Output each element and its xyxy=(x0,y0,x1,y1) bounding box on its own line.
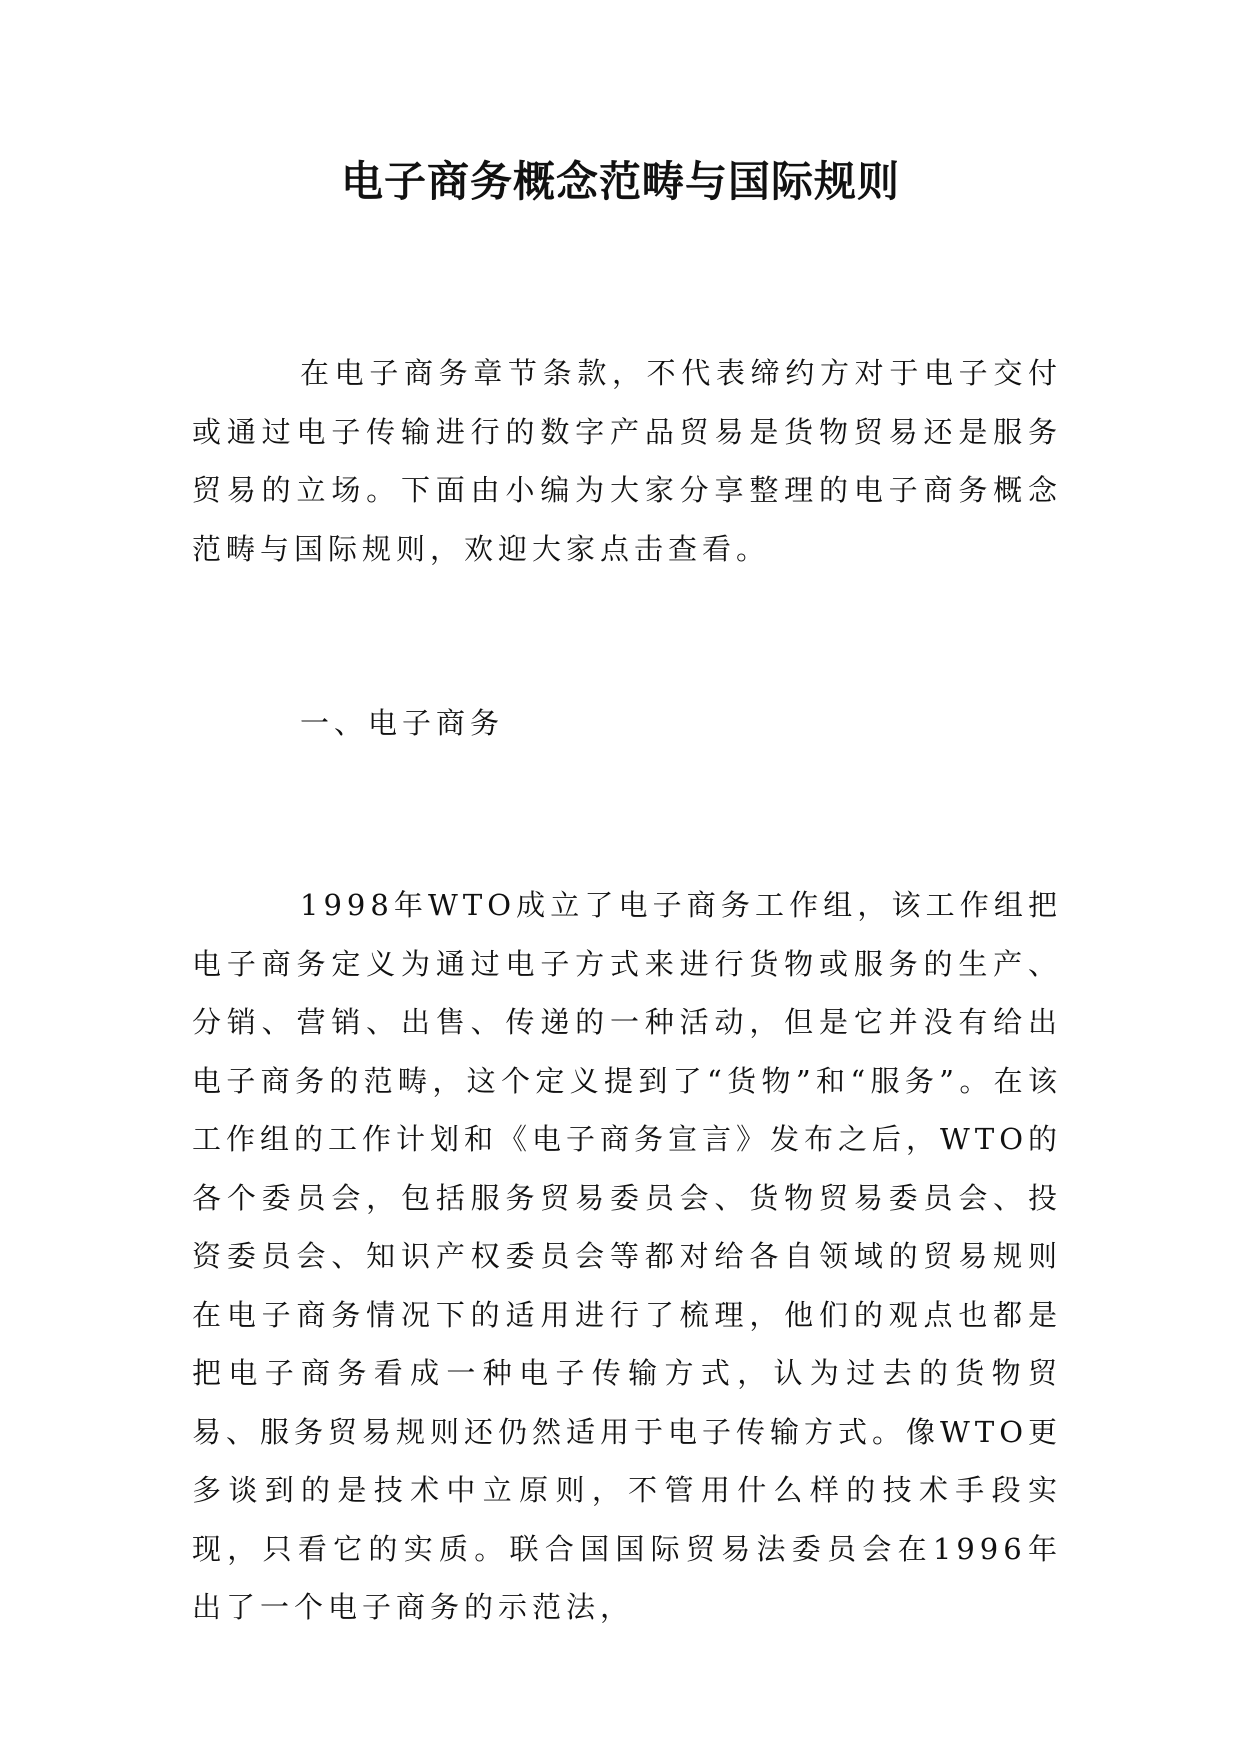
document-title: 电子商务概念范畴与国际规则 xyxy=(340,157,900,206)
section-heading: 一、电子商务 xyxy=(300,706,505,740)
main-paragraph: 1998年WTO成立了电子商务工作组，该工作组把电子商务定义为通过电子方式来进行货物或服务的生产、分销、营销、出售、传递的一种活动，但是它并没有给出电子商务的范畴，这个定义提到了“货物”和“服务”。在该工作组的工作计划和《电子商务宣言》发布之后，WTO的各个委员会，包括服务贸易委员会、货物贸易委员会、投资委员会、知识产权委员会等都对给各自领域的贸易规则在电子商务情况下的适用进行了梳理，他们的观点也都是把电子商务看成一种电子传输方式，认为过去的货物贸易、服务贸易规则还仍然适用于电子传输方式。像WTO更多谈到的是技术中立原则，不管用什么样的技术手段实现，只看它的实质。联合国国际贸易法委员会在1996年出了一个电子商务的示范法， xyxy=(192,888,1062,1624)
intro-paragraph: 在电子商务章节条款，不代表缔约方对于电子交付或通过电子传输进行的数字产品贸易是货物贸易还是服务贸易的立场。下面由小编为大家分享整理的电子商务概念范畴与国际规则，欢迎大家点击查看。 xyxy=(192,356,1062,566)
